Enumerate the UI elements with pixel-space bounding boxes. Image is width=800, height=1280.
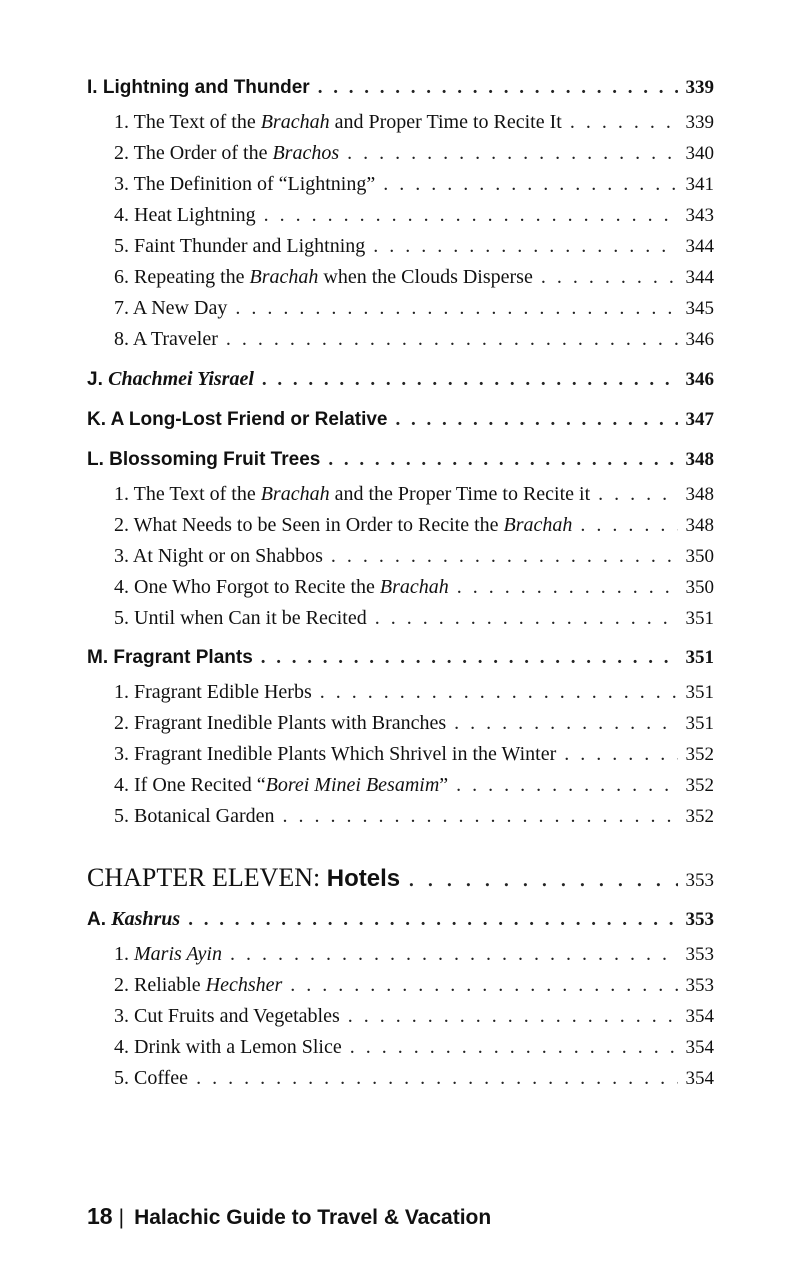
entry-italic-term: Brachah: [260, 483, 330, 505]
dot-leader: [331, 541, 678, 571]
toc-section: [87, 642, 714, 832]
toc-entry-label: [114, 970, 282, 1000]
chapter-topic: Hotels: [326, 865, 401, 892]
dot-leader: [261, 642, 678, 674]
entry-text: 2. Reliable: [114, 974, 206, 996]
toc-entry-page-number: 348: [685, 515, 714, 536]
toc-entry-label: [114, 572, 449, 602]
section-heading[interactable]: [87, 444, 714, 476]
toc-entry[interactable]: [87, 603, 714, 634]
section-heading-label: [87, 404, 388, 436]
entry-text: 1.: [114, 943, 134, 965]
toc-entry-label: [114, 200, 256, 230]
toc-section: [87, 363, 714, 396]
entry-text: 4. One Who Forgot to Recite the: [114, 576, 380, 598]
toc-entry[interactable]: [87, 939, 714, 970]
entry-text: 5. Botanical Garden: [114, 805, 275, 827]
page-footer: [87, 1203, 491, 1230]
section-heading[interactable]: [87, 642, 714, 674]
dot-leader: [348, 1001, 678, 1031]
table-of-contents: [87, 72, 714, 1094]
toc-entry[interactable]: [87, 293, 714, 324]
toc-entry-label: [114, 541, 323, 571]
toc-entry[interactable]: [87, 970, 714, 1001]
entry-text: ”: [439, 774, 449, 796]
toc-entry-page-number: 352: [685, 806, 714, 827]
section-heading-label: [87, 903, 180, 936]
entry-italic-term: Brachah: [503, 514, 573, 536]
toc-entry[interactable]: [87, 479, 714, 510]
section-heading-page-number: 347: [685, 409, 714, 430]
toc-entry-label: [114, 677, 312, 707]
toc-entry-page-number: 341: [685, 174, 714, 195]
dot-leader: [375, 603, 678, 633]
toc-entry[interactable]: [87, 200, 714, 231]
toc-entry-label: [114, 107, 562, 137]
toc-entry-label: [114, 708, 446, 738]
toc-entry-label: [114, 739, 556, 769]
entry-text: 3. Fragrant Inedible Plants Which Shrivel in the Winter: [114, 743, 557, 765]
dot-leader: [350, 1032, 678, 1062]
entry-text: 2. What Needs to be Seen in Order to Recite the: [114, 514, 504, 536]
toc-entry-page-number: 354: [685, 1006, 714, 1027]
page-number: 18: [87, 1203, 113, 1229]
entry-italic-term: Brachos: [272, 142, 340, 164]
section-title: Fragrant Plants: [113, 647, 253, 668]
section-title: A Long-Lost Friend or Relative: [110, 409, 388, 430]
entry-text: 1. Fragrant Edible Herbs: [114, 681, 312, 703]
toc-entry[interactable]: [87, 677, 714, 708]
entry-text: 7. A New Day: [114, 297, 228, 319]
chapter-page-number: 353: [685, 870, 714, 891]
entry-text: 4. Drink with a Lemon Slice: [114, 1036, 342, 1058]
toc-entry[interactable]: [87, 324, 714, 355]
dot-leader: [347, 138, 677, 168]
entry-italic-term: Borei Minei Besamim: [265, 774, 440, 796]
dot-leader: [408, 860, 677, 896]
entry-text: 8. A Traveler: [114, 328, 218, 350]
toc-entry-label: [114, 1032, 342, 1062]
section-heading-page-number: 351: [685, 647, 714, 668]
entry-text: 5. Coffee: [114, 1067, 189, 1089]
toc-entry-page-number: 344: [685, 236, 714, 257]
entry-italic-term: Hechsher: [205, 974, 283, 996]
toc-entry-label: [114, 603, 367, 633]
dot-leader: [564, 739, 677, 769]
toc-entry-label: [114, 231, 365, 261]
toc-entry-page-number: 354: [685, 1037, 714, 1058]
toc-entry-label: [114, 1063, 188, 1093]
toc-entry-label: [114, 801, 275, 831]
section-title: Blossoming Fruit Trees: [109, 449, 321, 470]
toc-entry[interactable]: [87, 1032, 714, 1063]
toc-entry[interactable]: [87, 541, 714, 572]
section-heading-label: [87, 642, 253, 674]
toc-entry-label: [114, 939, 222, 969]
chapter-sections: [87, 903, 714, 1094]
chapter-prefix: CHAPTER ELEVEN:: [87, 863, 321, 892]
toc-entry-page-number: 354: [685, 1068, 714, 1089]
section-title: Kashrus: [111, 908, 181, 930]
entry-italic-term: Brachah: [260, 111, 330, 133]
toc-entry-page-number: 339: [685, 112, 714, 133]
dot-leader: [226, 324, 678, 354]
section-letter: K.: [87, 409, 106, 430]
toc-entry-page-number: 340: [685, 143, 714, 164]
footer-separator: |: [118, 1206, 125, 1229]
dot-leader: [580, 510, 677, 540]
dot-leader: [457, 572, 678, 602]
section-title: Lightning and Thunder: [102, 77, 310, 98]
toc-entry-page-number: 353: [685, 975, 714, 996]
section-heading[interactable]: [87, 903, 714, 936]
toc-entry-label: [114, 262, 533, 292]
toc-entry-label: [114, 770, 448, 800]
section-heading[interactable]: [87, 404, 714, 436]
chapter-title: [87, 860, 400, 897]
dot-leader: [230, 939, 678, 969]
toc-entry-page-number: 351: [685, 608, 714, 629]
entry-text: 5. Faint Thunder and Lightning: [114, 235, 366, 257]
section-heading-page-number: 339: [685, 77, 714, 98]
dot-leader: [290, 970, 677, 1000]
dot-leader: [454, 708, 677, 738]
toc-entry-page-number: 345: [685, 298, 714, 319]
section-letter: M.: [87, 647, 109, 668]
entry-text: 3. At Night or on Shabbos: [114, 545, 323, 567]
section-letter: A.: [87, 909, 106, 930]
toc-entry-page-number: 352: [685, 744, 714, 765]
toc-entry-page-number: 351: [685, 713, 714, 734]
toc-entry-page-number: 344: [685, 267, 714, 288]
section-letter: L.: [87, 449, 104, 470]
toc-entry-label: [114, 169, 375, 199]
toc-section: [87, 444, 714, 634]
entry-text: 3. The Definition of “Lightning”: [114, 173, 376, 195]
toc-entry-label: [114, 324, 218, 354]
toc-entry[interactable]: [87, 262, 714, 293]
toc-entry-page-number: 346: [685, 329, 714, 350]
book-title: Halachic Guide to Travel & Vacation: [134, 1206, 492, 1229]
toc-entry[interactable]: [87, 1063, 714, 1094]
section-heading-page-number: 346: [685, 369, 714, 390]
dot-leader: [456, 770, 677, 800]
dot-leader: [318, 72, 678, 104]
entry-italic-term: Brachah: [379, 576, 449, 598]
entry-italic-term: Brachah: [249, 266, 319, 288]
dot-leader: [188, 904, 677, 936]
chapter-block: [87, 860, 714, 1094]
dot-leader: [570, 107, 678, 137]
toc-entry[interactable]: [87, 739, 714, 770]
dot-leader: [235, 293, 677, 323]
toc-entry-label: [114, 510, 572, 540]
entry-text: 6. Repeating the: [114, 266, 250, 288]
section-heading[interactable]: [87, 363, 714, 396]
dot-leader: [262, 364, 678, 396]
dot-leader: [328, 444, 677, 476]
toc-entry[interactable]: [87, 801, 714, 832]
section-heading-label: [87, 72, 310, 104]
dot-leader: [373, 231, 677, 261]
entry-text: 5. Until when Can it be Recited: [114, 607, 367, 629]
dot-leader: [396, 404, 678, 436]
toc-entry[interactable]: [87, 572, 714, 603]
toc-entry-page-number: 350: [685, 577, 714, 598]
toc-entry[interactable]: [87, 708, 714, 739]
toc-entry-page-number: 351: [685, 682, 714, 703]
chapter-heading[interactable]: [87, 860, 714, 899]
entry-text: 4. Heat Lightning: [114, 204, 256, 226]
toc-entry-page-number: 352: [685, 775, 714, 796]
entry-text: when the Clouds Disperse: [318, 266, 533, 288]
dot-leader: [196, 1063, 677, 1093]
toc-entry[interactable]: [87, 107, 714, 138]
entry-text: 1. The Text of the: [114, 111, 261, 133]
entry-text: 4. If One Recited “: [114, 774, 266, 796]
toc-sections: [87, 72, 714, 832]
entry-text: and the Proper Time to Recite it: [329, 483, 591, 505]
dot-leader: [283, 801, 678, 831]
toc-entry-label: [114, 138, 339, 168]
toc-entry[interactable]: [87, 1001, 714, 1032]
dot-leader: [264, 200, 678, 230]
toc-entry-page-number: 353: [685, 944, 714, 965]
toc-section: [87, 72, 714, 355]
dot-leader: [383, 169, 677, 199]
toc-entry[interactable]: [87, 510, 714, 541]
section-heading-page-number: 353: [685, 909, 714, 930]
section-letter: I.: [87, 77, 98, 98]
toc-entry[interactable]: [87, 138, 714, 169]
dot-leader: [541, 262, 678, 292]
toc-section: [87, 903, 714, 1094]
section-heading-page-number: 348: [685, 449, 714, 470]
entry-text: and Proper Time to Recite It: [329, 111, 562, 133]
toc-entry-label: [114, 1001, 340, 1031]
toc-entry-page-number: 343: [685, 205, 714, 226]
entry-text: 2. Fragrant Inedible Plants with Branches: [114, 712, 447, 734]
toc-entry-page-number: 348: [685, 484, 714, 505]
section-heading-label: [87, 444, 320, 476]
section-heading[interactable]: [87, 72, 714, 104]
toc-entry-page-number: 350: [685, 546, 714, 567]
entry-italic-term: Maris Ayin: [134, 943, 222, 965]
toc-entry[interactable]: [87, 770, 714, 801]
dot-leader: [320, 677, 678, 707]
toc-entry-label: [114, 293, 227, 323]
dot-leader: [598, 479, 677, 509]
toc-section: [87, 404, 714, 436]
entry-text: 1. The Text of the: [114, 483, 261, 505]
section-title: Chachmei Yisrael: [108, 368, 254, 390]
entry-text: 2. The Order of the: [114, 142, 273, 164]
section-heading-label: [87, 363, 254, 396]
toc-entry[interactable]: [87, 169, 714, 200]
entry-text: 3. Cut Fruits and Vegetables: [114, 1005, 340, 1027]
toc-entry-label: [114, 479, 590, 509]
toc-entry[interactable]: [87, 231, 714, 262]
section-letter: J.: [87, 369, 103, 390]
